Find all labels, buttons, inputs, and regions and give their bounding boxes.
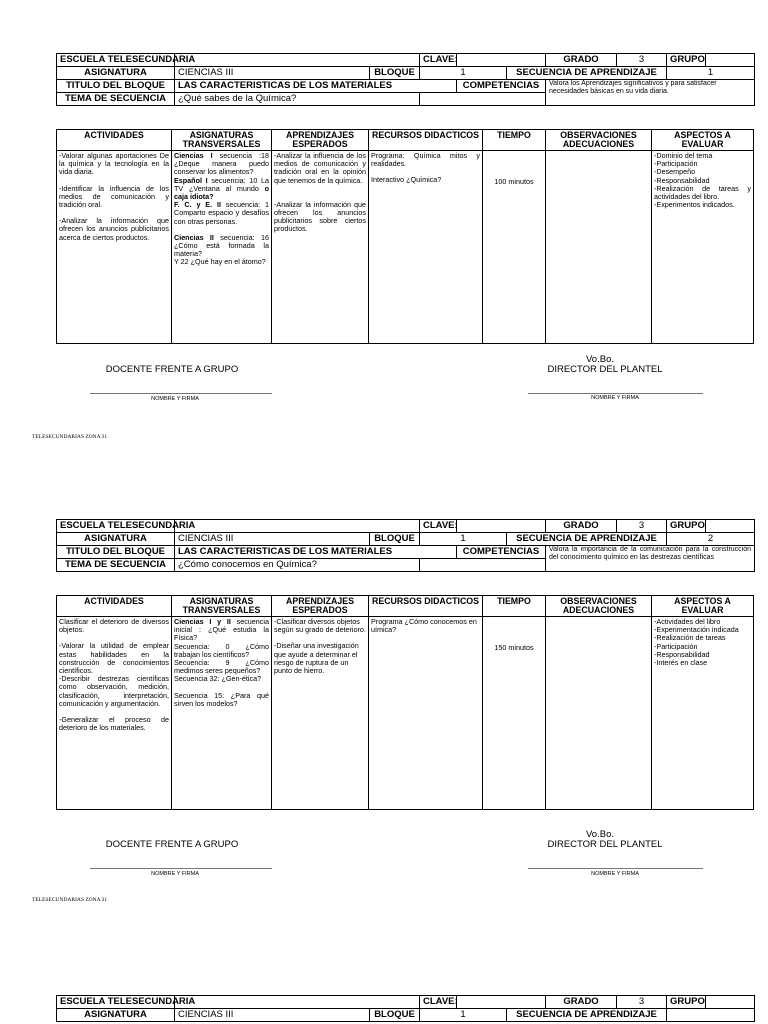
asignatura-label: ASIGNATURA <box>57 1009 175 1022</box>
secuencia-value <box>667 1009 755 1022</box>
sheet3-header-table <box>56 995 755 1022</box>
secuencia-label: SECUENCIA DE APRENDIZAJE <box>507 533 667 546</box>
director-signature-line <box>528 868 703 869</box>
asignatura-value: CIENCIAS III <box>175 533 370 546</box>
aspectos-cell: -Actividades del libro -Experimentación indicada -Realización de tareas -Participación -Responsabilidad -Interés en clase <box>652 617 754 810</box>
director-nombre-firma: NOMBRE Y FIRMA <box>591 871 639 877</box>
clave-label: CLAVE: <box>420 996 457 1009</box>
observaciones-cell <box>546 151 652 344</box>
clave-label: CLAVE: <box>420 54 457 67</box>
col-recursos-didacticos: RECURSOS DIDACTICOS <box>369 130 483 151</box>
col-actividades: ACTIVIDADES <box>57 596 172 617</box>
col-aprendizajes-esperados: APRENDIZAJES ESPERADOS <box>272 130 369 151</box>
col-aspectos-evaluar: ASPECTOS A EVALUAR <box>652 130 754 151</box>
tiempo-cell: 100 minutos <box>483 151 546 344</box>
asignatura-value: CIENCIAS III <box>175 67 370 80</box>
col-aspectos-evaluar: ASPECTOS A EVALUAR <box>652 596 754 617</box>
col-actividades: ACTIVIDADES <box>57 130 172 151</box>
bloque-label: BLOQUE <box>370 67 420 80</box>
observaciones-cell <box>546 617 652 810</box>
secuencia-label: SECUENCIA DE APRENDIZAJE <box>507 67 667 80</box>
zona-footer: TELESECUNDARIAS ZONA 31 <box>32 434 108 440</box>
grado-label: GRADO <box>546 996 617 1009</box>
grupo-label: GRUPO <box>667 520 706 533</box>
tema-label: TEMA DE SECUENCIA <box>57 93 175 106</box>
col-aprendizajes-esperados: APRENDIZAJES ESPERADOS <box>272 596 369 617</box>
docente-signature-line <box>90 393 272 394</box>
titulo-bloque-label: TITULO DEL BLOQUE <box>57 546 175 559</box>
tema-spacer <box>420 93 546 106</box>
bloque-value: 1 <box>420 1009 507 1022</box>
escuela-label: ESCUELA TELESECUNDARIA <box>57 996 175 1009</box>
grado-value: 3 <box>617 520 667 533</box>
escuela-value <box>175 996 420 1009</box>
titulo-bloque-value: LAS CARACTERISTICAS DE LOS MATERIALES <box>175 546 457 559</box>
competencias-label: COMPETENCIAS <box>457 80 546 93</box>
clave-value <box>457 520 546 533</box>
asignatura-label: ASIGNATURA <box>57 533 175 546</box>
escuela-value <box>175 520 420 533</box>
docente-label: DOCENTE FRENTE A GRUPO <box>105 839 239 850</box>
clave-value <box>457 54 546 67</box>
col-observaciones: OBSERVACIONES ADECUACIONES <box>546 596 652 617</box>
col-tiempo: TIEMPO <box>483 596 546 617</box>
sheet1-header-table <box>56 53 755 106</box>
director-nombre-firma: NOMBRE Y FIRMA <box>591 395 639 401</box>
clave-value <box>457 996 546 1009</box>
aprendizajes-cell: -Clasificar diversos objetos según su grado de deterioro. -Diseñar una investigación que ayude a determinar el riesgo de ruptura de un punto de hierro. <box>272 617 369 810</box>
asignatura-label: ASIGNATURA <box>57 67 175 80</box>
col-recursos-didacticos: RECURSOS DIDACTICOS <box>369 596 483 617</box>
secuencia-label: SECUENCIA DE APRENDIZAJE <box>507 1009 667 1022</box>
col-tiempo: TIEMPO <box>483 130 546 151</box>
grupo-label: GRUPO <box>667 54 706 67</box>
recursos-cell: Programa: Química mitos y realidades. Interactivo ¿Química? <box>369 151 483 344</box>
bloque-label: BLOQUE <box>370 1009 420 1022</box>
tiempo-cell: 150 minutos <box>483 617 546 810</box>
col-asignaturas-transversales: ASIGNATURAS TRANSVERSALES <box>172 596 272 617</box>
sheet1-activities-table <box>56 129 754 344</box>
sheet2-header-table <box>56 519 755 572</box>
tema-value: ¿Qué sabes de la Química? <box>175 93 420 106</box>
zona-footer: TELESECUNDARIAS ZONA 31 <box>32 897 108 903</box>
director-label: DIRECTOR DEL PLANTEL <box>547 839 663 850</box>
docente-nombre-firma: NOMBRE Y FIRMA <box>151 396 199 402</box>
grado-label: GRADO <box>546 54 617 67</box>
tema-label: TEMA DE SECUENCIA <box>57 559 175 572</box>
vobo-text: Vo.Bo. <box>586 829 614 840</box>
transversales-cell: Ciencias I secuencia :18 ¿Deque manera puedo conservar los alimentos? Español I secuencia: 10 La TV ¿Ventana al mundo o caja idiota? F. C. y E. II secuencia: 1 Comparto espacio y desafíos con otras personas. Ciencias II secuencia: 16 ¿Cómo está formada la materia? Y 22 ¿Qué hay en el átomo? <box>172 151 272 344</box>
grupo-label: GRUPO <box>667 996 706 1009</box>
docente-signature-line <box>90 868 272 869</box>
competencias-label: COMPETENCIAS <box>457 546 546 559</box>
bloque-label: BLOQUE <box>370 533 420 546</box>
aspectos-cell: -Dominio del tema -Participación -Desempeño -Responsabilidad -Realización de tareas y actividades del libro. -Experimentos indicados. <box>652 151 754 344</box>
bloque-value: 1 <box>420 533 507 546</box>
docente-label: DOCENTE FRENTE A GRUPO <box>105 364 239 375</box>
grupo-value <box>706 996 755 1009</box>
aprendizajes-cell: -Analizar la influencia de los medios de comunicación y tradición oral en la opinión que tenemos de la química. -Analizar la información que ofrecen los anuncios publicitarios sobre ciertos productos. <box>272 151 369 344</box>
bloque-value: 1 <box>420 67 507 80</box>
competencias-value: Valora la importancia de la comunicación para la construcción del conocimiento químico en las destrezas científicas <box>546 546 755 572</box>
vobo-text: Vo.Bo. <box>586 354 614 365</box>
sheet2-activities-table <box>56 595 754 810</box>
grado-label: GRADO <box>546 520 617 533</box>
docente-nombre-firma: NOMBRE Y FIRMA <box>151 871 199 877</box>
asignatura-value: CIENCIAS III <box>175 1009 370 1022</box>
recursos-cell: Programa ¿Cómo conocemos en uímica? <box>369 617 483 810</box>
escuela-label: ESCUELA TELESECUNDARIA <box>57 520 175 533</box>
grupo-value <box>706 520 755 533</box>
actividades-cell: -Valorar algunas aportaciones De la química y la tecnología en la vida diaria. -Identificar la influencia de los medios de comunicación y tradición oral. -Analizar la información que ofrecen los anuncios publicitarios acerca de ciertos productos. <box>57 151 172 344</box>
grupo-value <box>706 54 755 67</box>
grado-value: 3 <box>617 996 667 1009</box>
director-signature-line <box>528 393 703 394</box>
tema-spacer <box>420 559 546 572</box>
secuencia-value: 1 <box>667 67 755 80</box>
escuela-value <box>175 54 420 67</box>
secuencia-value: 2 <box>667 533 755 546</box>
actividades-cell: Clasificar el deterioro de diversos objetos. -Valorar la utilidad de emplear estas habilidades en la construcción de conocimientos científicos. -Describir destrezas científicas como observación, medición, clasificación, interpretación, comunicación y argumentación. -Generalizar el proceso de deterioro de los materiales. <box>57 617 172 810</box>
grado-value: 3 <box>617 54 667 67</box>
clave-label: CLAVE: <box>420 520 457 533</box>
escuela-label: ESCUELA TELESECUNDARIA <box>57 54 175 67</box>
titulo-bloque-label: TITULO DEL BLOQUE <box>57 80 175 93</box>
transversales-cell: Ciencias I y II secuencia inicial : ¿Qué estudia la Física? Secuencia: 0 ¿Cómo trabajan los científicos? Secuencia: 9 ¿Cómo medimos seres pequeños? Secuencia 32: ¿Gen-ética? Secuencia 15: ¿Para qué sirven los modelos? <box>172 617 272 810</box>
col-observaciones: OBSERVACIONES ADECUACIONES <box>546 130 652 151</box>
tema-value: ¿Cómo conocemos en Química? <box>175 559 420 572</box>
competencias-value: Valora los Aprendizajes significativos y para satisfacer necesidades básicas en su vida diaria. <box>546 80 755 106</box>
col-asignaturas-transversales: ASIGNATURAS TRANSVERSALES <box>172 130 272 151</box>
titulo-bloque-value: LAS CARACTERISTICAS DE LOS MATERIALES <box>175 80 457 93</box>
director-label: DIRECTOR DEL PLANTEL <box>547 364 663 375</box>
